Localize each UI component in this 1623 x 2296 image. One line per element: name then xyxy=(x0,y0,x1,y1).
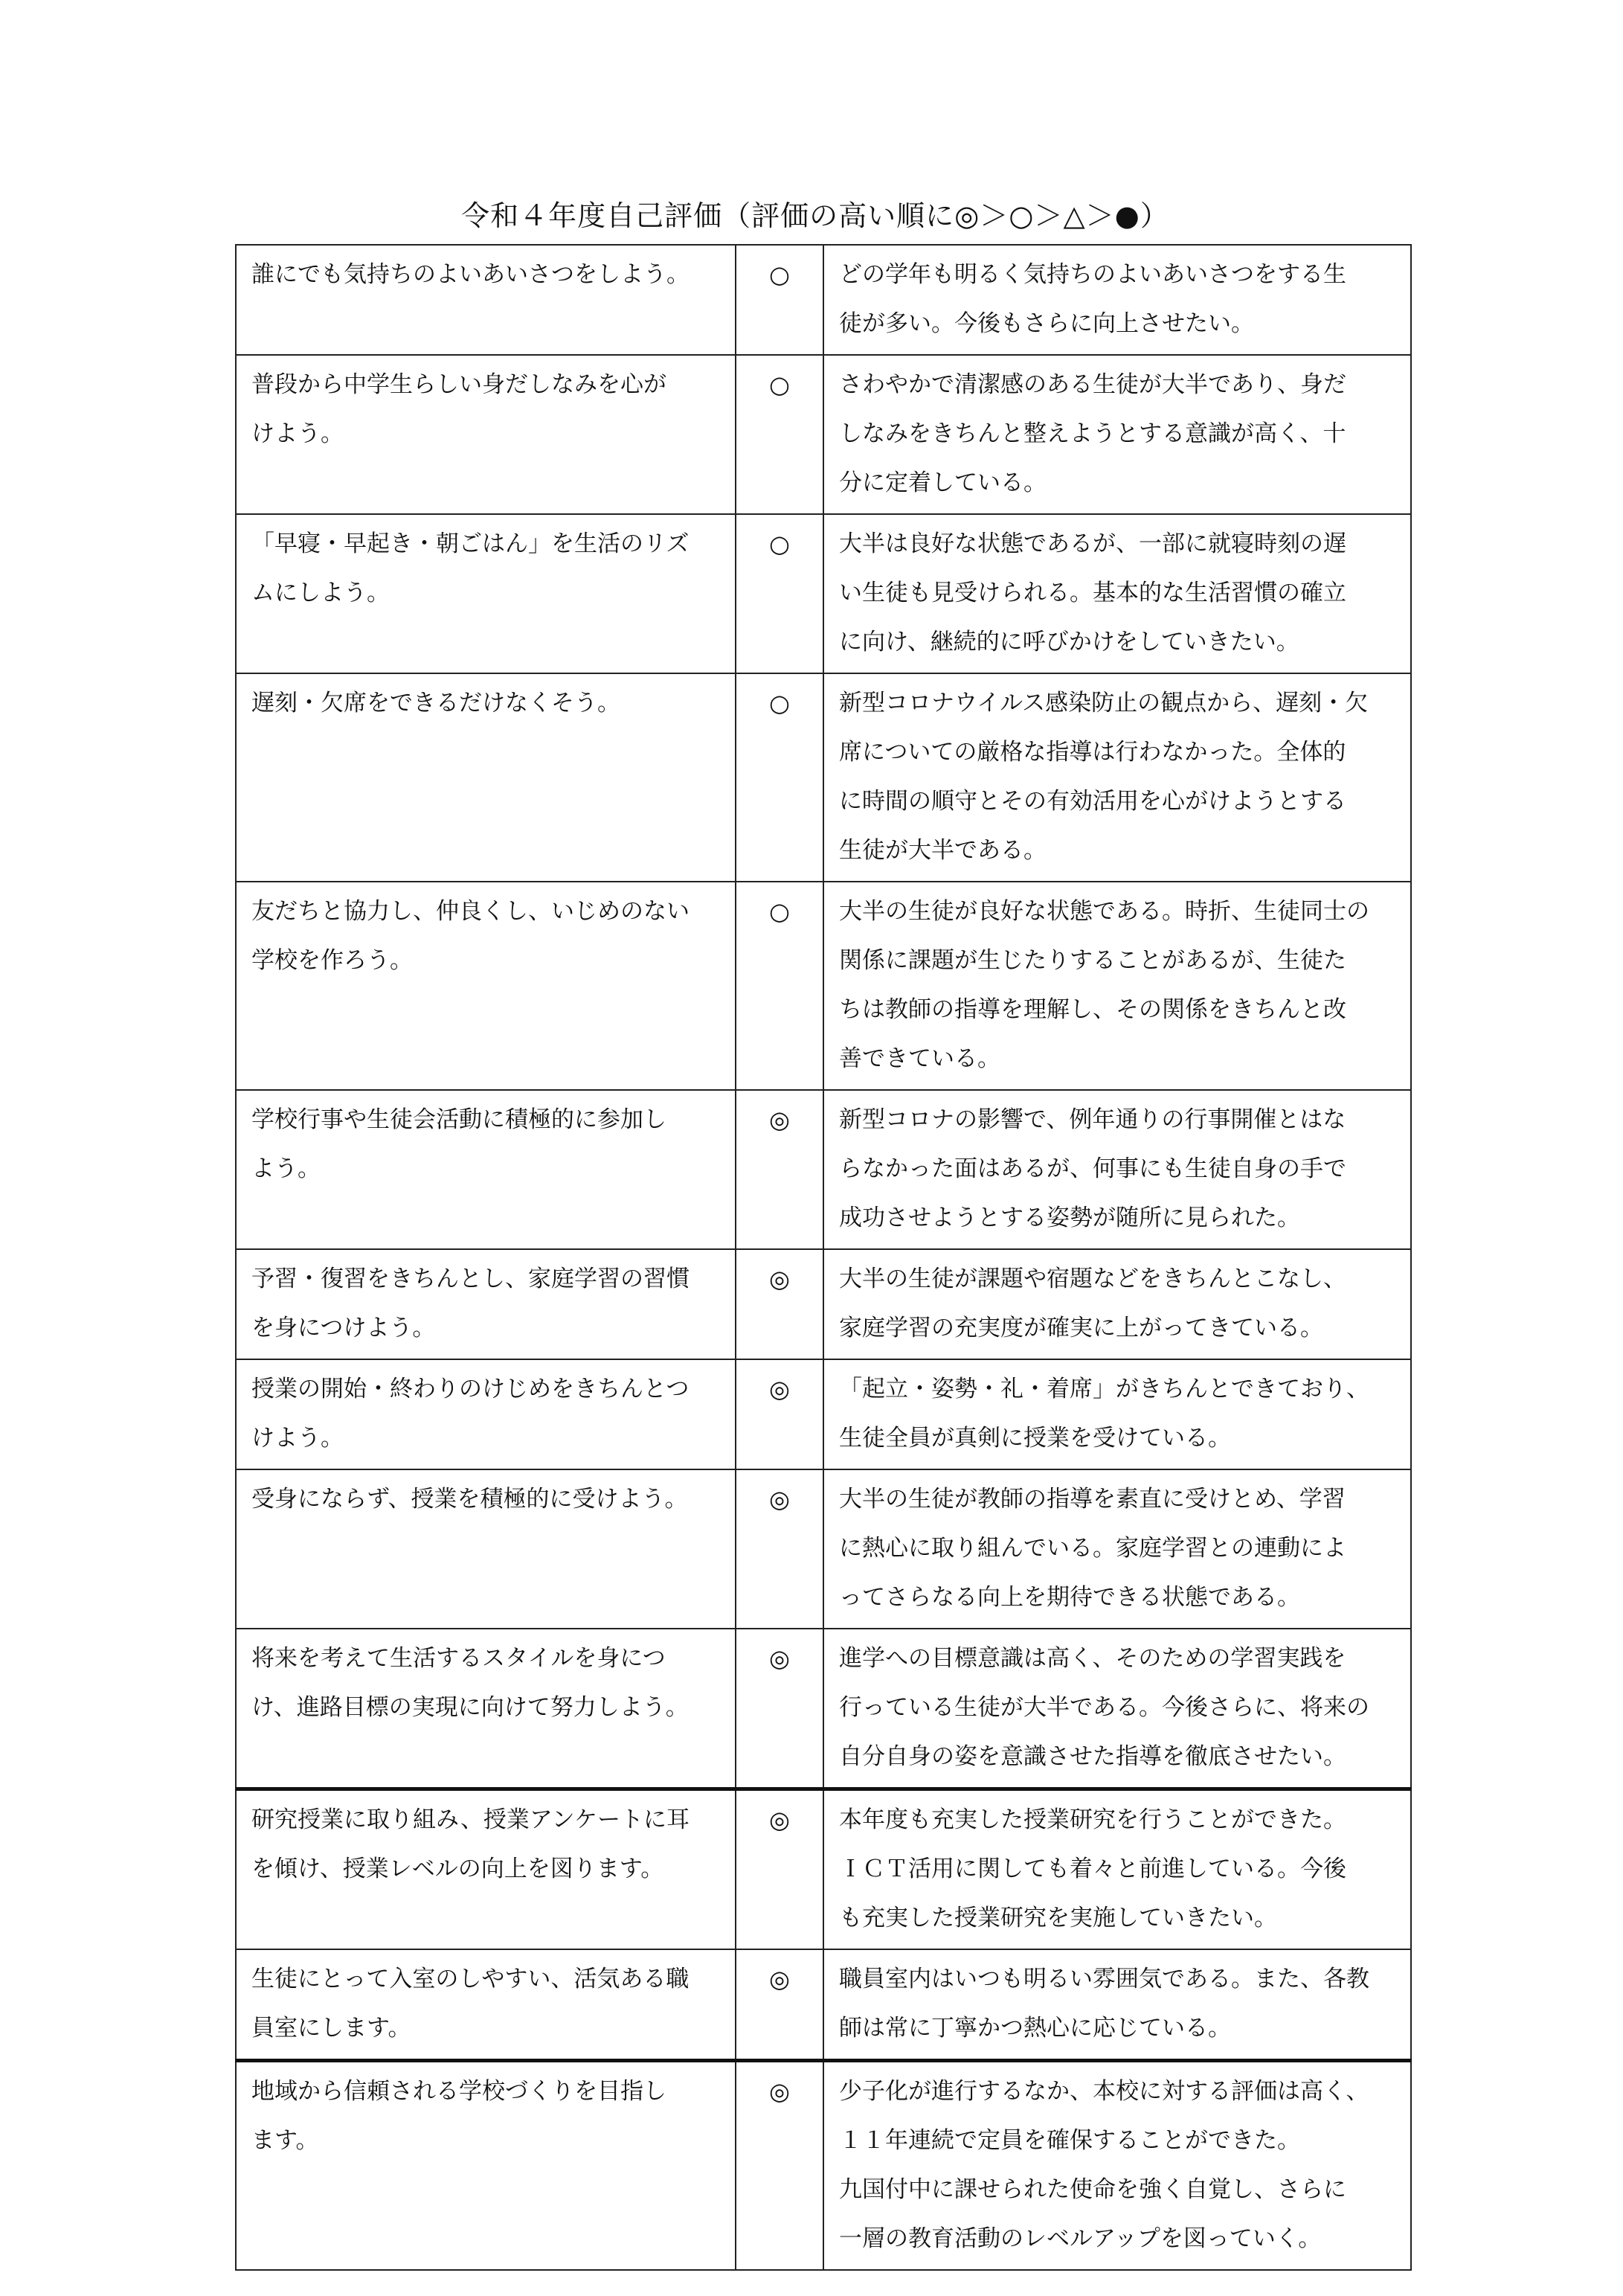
goal-line: を身につけよう。 xyxy=(251,1315,436,1341)
goal-cell xyxy=(236,1249,736,1359)
goal-line: 学校を作ろう。 xyxy=(251,947,413,974)
comment-line: どの学年も明るく気持ちのよいあいさつをする生 xyxy=(839,261,1346,288)
comment-line: 生徒全員が真剣に授業を受けている。 xyxy=(839,1425,1231,1452)
comment-line: に熱心に取り組んでいる。家庭学習との連動によ xyxy=(839,1535,1346,1562)
table-row xyxy=(236,1249,1411,1359)
comment-line: 家庭学習の充実度が確実に上がってきている。 xyxy=(839,1315,1323,1341)
goal-cell xyxy=(236,1629,736,1789)
comment-line: ってさらなる向上を期待できる状態である。 xyxy=(839,1584,1300,1611)
goal-cell xyxy=(236,245,736,355)
comment-line: 大半の生徒が教師の指導を素直に受けとめ、学習 xyxy=(839,1486,1346,1513)
goal-line: ます。 xyxy=(251,2127,319,2154)
comment-cell xyxy=(823,1249,1411,1359)
goal-cell xyxy=(236,1090,736,1249)
goal-line: ムにしよう。 xyxy=(251,580,390,606)
goal-cell xyxy=(236,1469,736,1629)
comment-cell xyxy=(823,1359,1411,1469)
page-title: 令和４年度自己評価（評価の高い順に◎＞○＞△＞●） xyxy=(461,199,1169,232)
comment-cell xyxy=(823,673,1411,882)
goal-line: けよう。 xyxy=(251,1425,344,1452)
table-row xyxy=(236,882,1411,1090)
goal-line: けよう。 xyxy=(251,420,344,447)
goal-line: よう。 xyxy=(251,1155,321,1182)
comment-cell xyxy=(823,245,1411,355)
table-row xyxy=(236,245,1411,355)
rating-mark: ◎ xyxy=(736,1469,823,1629)
comment-line: 関係に課題が生じたりすることがあるが、生徒た xyxy=(839,947,1346,974)
rating-mark: ◎ xyxy=(736,2061,823,2271)
goal-line: を傾け、授業レベルの向上を図ります。 xyxy=(251,1856,664,1882)
comment-line: 師は常に丁寧かつ熱心に応じている。 xyxy=(839,2015,1231,2042)
goal-cell xyxy=(236,1359,736,1469)
goal-line: け、進路目標の実現に向けて努力しよう。 xyxy=(251,1694,689,1721)
comment-line: 行っている生徒が大半である。今後さらに、将来の xyxy=(839,1694,1369,1721)
comment-line: 席についての厳格な指導は行わなかった。全体的 xyxy=(839,739,1346,766)
goal-line: 「早寝・早起き・朝ごはん」を生活のリズ xyxy=(251,530,690,557)
goal-cell xyxy=(236,882,736,1090)
goal-line: 地域から信頼される学校づくりを目指し xyxy=(251,2078,666,2105)
comment-line: 一層の教育活動のレベルアップを図っていく。 xyxy=(839,2225,1322,2252)
rating-mark: ◎ xyxy=(736,1629,823,1789)
comment-line: に時間の順守とその有効活用を心がけようとする xyxy=(839,788,1346,815)
rating-mark: ◎ xyxy=(736,1949,823,2061)
comment-cell xyxy=(823,1469,1411,1629)
rating-mark: ◎ xyxy=(736,1090,823,1249)
goal-line: 受身にならず、授業を積極的に受けよう。 xyxy=(251,1486,688,1513)
comment-line: 生徒が大半である。 xyxy=(839,837,1047,864)
comment-line: 新型コロナの影響で、例年通りの行事開催とはな xyxy=(839,1106,1346,1133)
goal-line: 普段から中学生らしい身だしなみを心が xyxy=(251,371,666,398)
comment-line: 新型コロナウイルス感染防止の観点から、遅刻・欠 xyxy=(839,690,1369,716)
goal-cell xyxy=(236,2061,736,2271)
comment-line: ＩＣＴ活用に関しても着々と前進している。今後 xyxy=(839,1856,1346,1882)
comment-line: い生徒も見受けられる。基本的な生活習慣の確立 xyxy=(839,580,1346,606)
comment-line: 成功させようとする姿勢が随所に見られた。 xyxy=(839,1205,1300,1231)
rating-mark: ○ xyxy=(736,355,823,514)
comment-line: ちは教師の指導を理解し、その関係をきちんと改 xyxy=(839,996,1346,1023)
comment-line: 職員室内はいつも明るい雰囲気である。また、各教 xyxy=(839,1966,1369,1992)
table-row xyxy=(236,673,1411,882)
goal-line: 友だちと協力し、仲良くし、いじめのない xyxy=(251,898,690,925)
goal-line: 将来を考えて生活するスタイルを身につ xyxy=(251,1645,666,1672)
table-row xyxy=(236,1359,1411,1469)
comment-cell xyxy=(823,882,1411,1090)
comment-line: 大半は良好な状態であるが、一部に就寝時刻の遅 xyxy=(839,530,1346,557)
table-row xyxy=(236,1789,1411,1950)
goal-cell xyxy=(236,1789,736,1950)
table-row xyxy=(236,1090,1411,1249)
evaluation-table xyxy=(235,244,1412,2271)
rating-mark: ◎ xyxy=(736,1249,823,1359)
comment-line: に向け、継続的に呼びかけをしていきたい。 xyxy=(839,629,1299,655)
goal-line: 授業の開始・終わりのけじめをきちんとつ xyxy=(251,1376,690,1402)
rating-mark: ◎ xyxy=(736,1359,823,1469)
comment-cell xyxy=(823,355,1411,514)
comment-cell xyxy=(823,1789,1411,1950)
comment-line: 少子化が進行するなか、本校に対する評価は高く、 xyxy=(839,2078,1369,2105)
rating-mark: ◎ xyxy=(736,1789,823,1950)
goal-cell xyxy=(236,673,736,882)
comment-line: 自分自身の姿を意識させた指導を徹底させたい。 xyxy=(839,1743,1346,1770)
table-row xyxy=(236,2061,1411,2271)
goal-line: 遅刻・欠席をできるだけなくそう。 xyxy=(251,690,620,716)
table-row xyxy=(236,1949,1411,2061)
rating-mark: ○ xyxy=(736,245,823,355)
comment-cell xyxy=(823,514,1411,673)
goal-line: 研究授業に取り組み、授業アンケートに耳 xyxy=(251,1806,690,1833)
comment-line: 本年度も充実した授業研究を行うことができた。 xyxy=(839,1806,1346,1833)
rating-mark: ○ xyxy=(736,673,823,882)
comment-line: 大半の生徒が課題や宿題などをきちんとこなし、 xyxy=(839,1266,1346,1292)
goal-cell xyxy=(236,1949,736,2061)
comment-line: 分に定着している。 xyxy=(839,469,1047,496)
table-row xyxy=(236,355,1411,514)
comment-line: らなかった面はあるが、何事にも生徒自身の手で xyxy=(839,1155,1346,1182)
comment-line: 大半の生徒が良好な状態である。時折、生徒同士の xyxy=(839,898,1369,925)
comment-line: さわやかで清潔感のある生徒が大半であり、身だ xyxy=(839,371,1346,398)
table-row xyxy=(236,1629,1411,1789)
comment-cell xyxy=(823,1949,1411,2061)
comment-line: 「起立・姿勢・礼・着席」がきちんとできており、 xyxy=(839,1376,1369,1402)
goal-line: 員室にします。 xyxy=(251,2015,411,2042)
comment-line: 九国付中に課せられた使命を強く自覚し、さらに xyxy=(839,2176,1346,2203)
table-row xyxy=(236,514,1411,673)
comment-cell xyxy=(823,2061,1411,2271)
comment-line: 善できている。 xyxy=(839,1045,1000,1072)
goal-cell xyxy=(236,355,736,514)
rating-mark: ○ xyxy=(736,514,823,673)
goal-line: 誰にでも気持ちのよいあいさつをしよう。 xyxy=(251,261,690,288)
comment-cell xyxy=(823,1629,1411,1789)
goal-line: 学校行事や生徒会活動に積極的に参加し xyxy=(251,1106,666,1133)
table-row xyxy=(236,1469,1411,1629)
rating-mark: ○ xyxy=(736,882,823,1090)
comment-line: 進学への目標意識は高く、そのための学習実践を xyxy=(839,1645,1346,1672)
comment-line: しなみをきちんと整えようとする意識が高く、十 xyxy=(839,420,1346,447)
comment-line: も充実した授業研究を実施していきたい。 xyxy=(839,1905,1277,1931)
comment-cell xyxy=(823,1090,1411,1249)
comment-line: １１年連続で定員を確保することができた。 xyxy=(839,2127,1300,2154)
goal-line: 予習・復習をきちんとし、家庭学習の習慣 xyxy=(251,1266,690,1292)
goal-cell xyxy=(236,514,736,673)
comment-line: 徒が多い。今後もさらに向上させたい。 xyxy=(839,310,1254,337)
goal-line: 生徒にとって入室のしやすい、活気ある職 xyxy=(251,1966,690,1992)
